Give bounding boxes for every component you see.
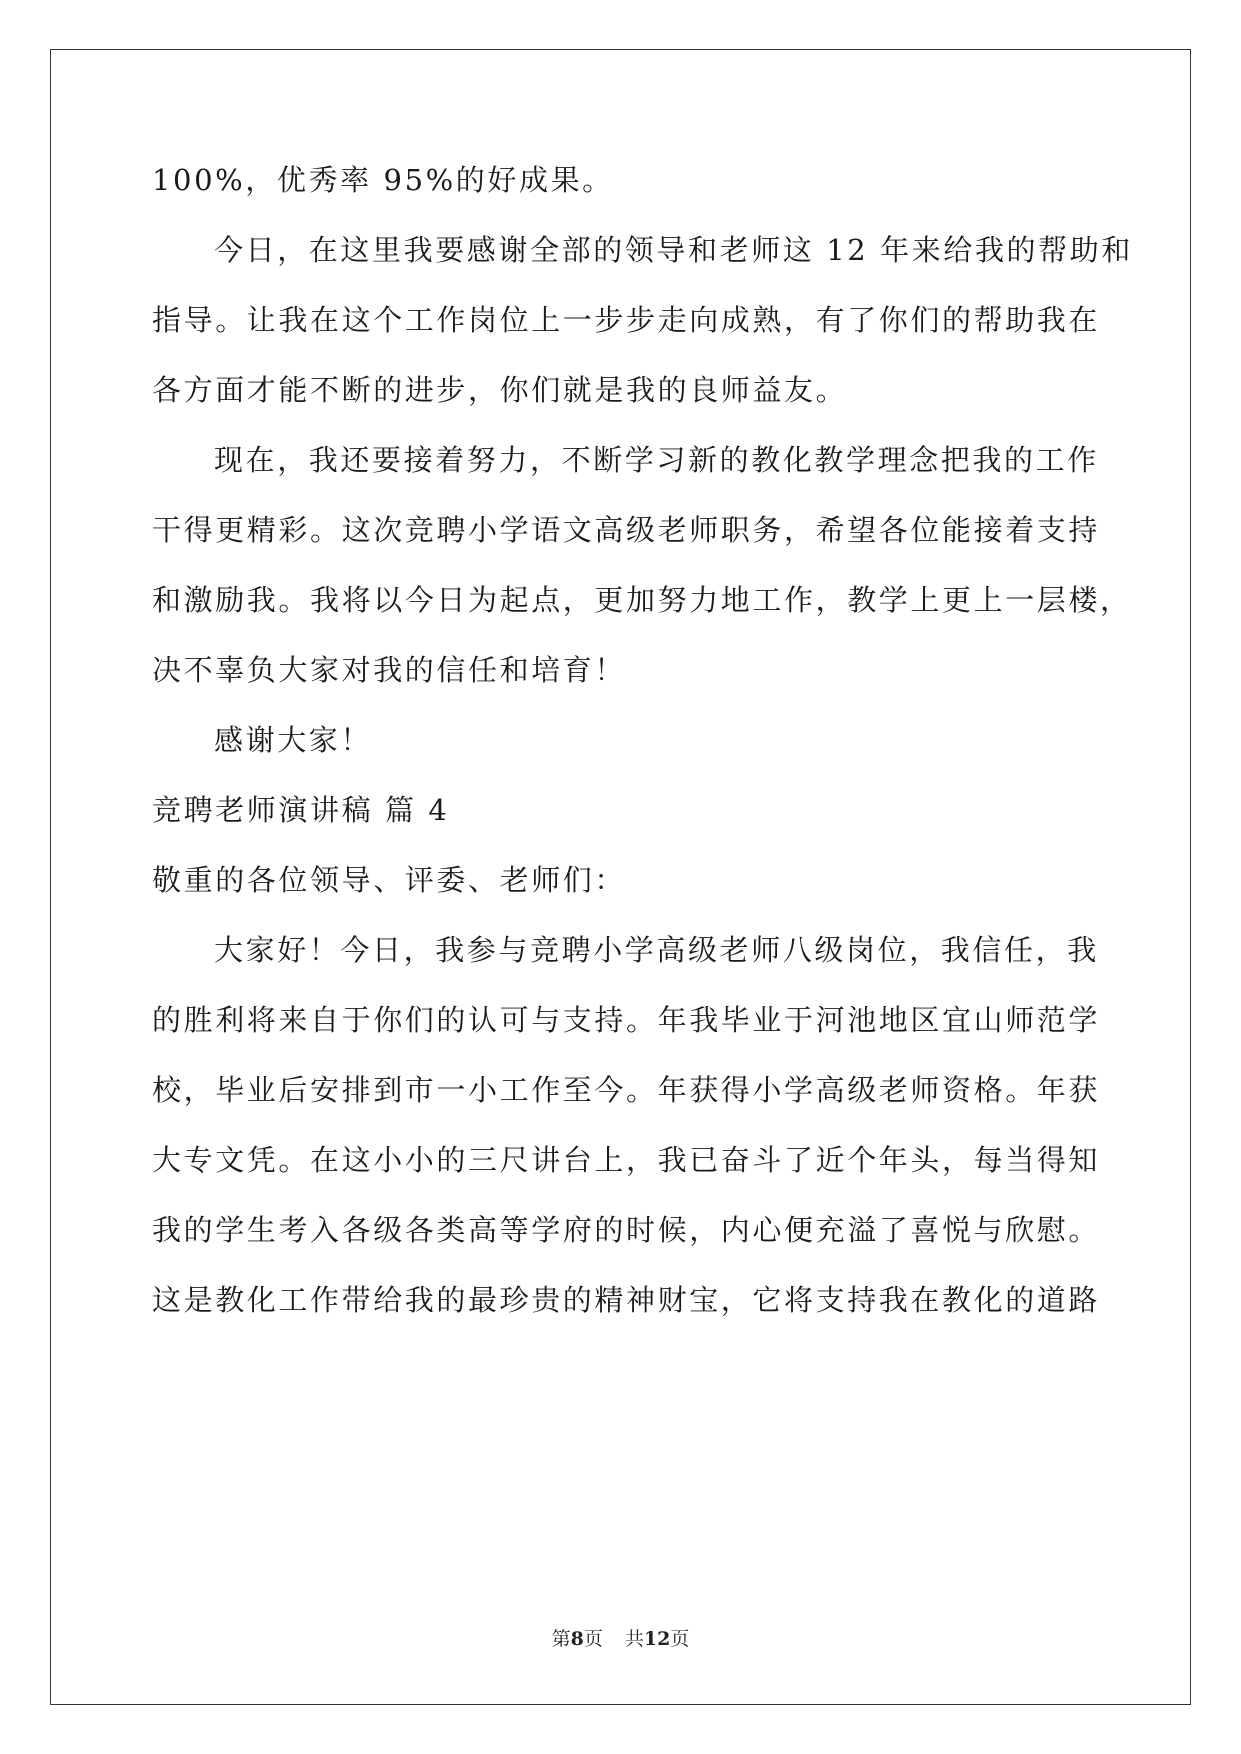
body-line-6: 干得更精彩。这次竞聘小学语文高级老师职务，希望各位能接着支持 [152,513,1101,547]
body-line-5: 现在，我还要接着努力，不断学习新的教化教学理念把我的工作 [214,443,1099,477]
body-line-8: 决不辜负大家对我的信任和培育！ [152,653,627,687]
footer-total-pages: 12 [643,1628,671,1650]
section-heading: 竞聘老师演讲稿 篇 4 [152,793,450,827]
closing-thanks: 感谢大家！ [214,723,373,757]
footer-total-prefix: 共 [624,1628,644,1650]
body-line-13: 的胜利将来自于你们的认可与支持。年我毕业于河池地区宜山师范学 [152,1003,1101,1037]
footer-total-suffix: 页 [670,1628,690,1650]
body-line-3: 指导。让我在这个工作岗位上一步步走向成熟，有了你们的帮助我在 [152,303,1101,337]
footer-prefix: 第 [551,1628,571,1650]
body-line-16: 我的学生考入各级各类高等学府的时候，内心便充溢了喜悦与欣慰。 [152,1213,1101,1247]
page-footer [0,1627,1241,1651]
body-line-2: 今日，在这里我要感谢全部的领导和老师这 12 年来给我的帮助和 [214,233,1133,267]
body-line-12: 大家好！今日，我参与竞聘小学高级老师八级岗位，我信任，我 [214,933,1099,967]
body-line-17: 这是教化工作带给我的最珍贵的精神财宝，它将支持我在教化的道路 [152,1283,1101,1317]
body-line-14: 校，毕业后安排到市一小工作至今。年获得小学高级老师资格。年获 [152,1073,1101,1107]
body-line-15: 大专文凭。在这小小的三尺讲台上，我已奋斗了近个年头，每当得知 [152,1143,1101,1177]
footer-page-number: 8 [570,1628,584,1650]
body-line-7: 和激励我。我将以今日为起点，更加努力地工作，教学上更上一层楼， [152,583,1132,617]
footer-page-suffix: 页 [583,1628,603,1650]
salutation: 敬重的各位领导、评委、老师们： [152,863,627,897]
body-line-4: 各方面才能不断的进步，你们就是我的良师益友。 [152,373,848,407]
body-line-1: 100%，优秀率 95%的好成果。 [152,163,614,197]
